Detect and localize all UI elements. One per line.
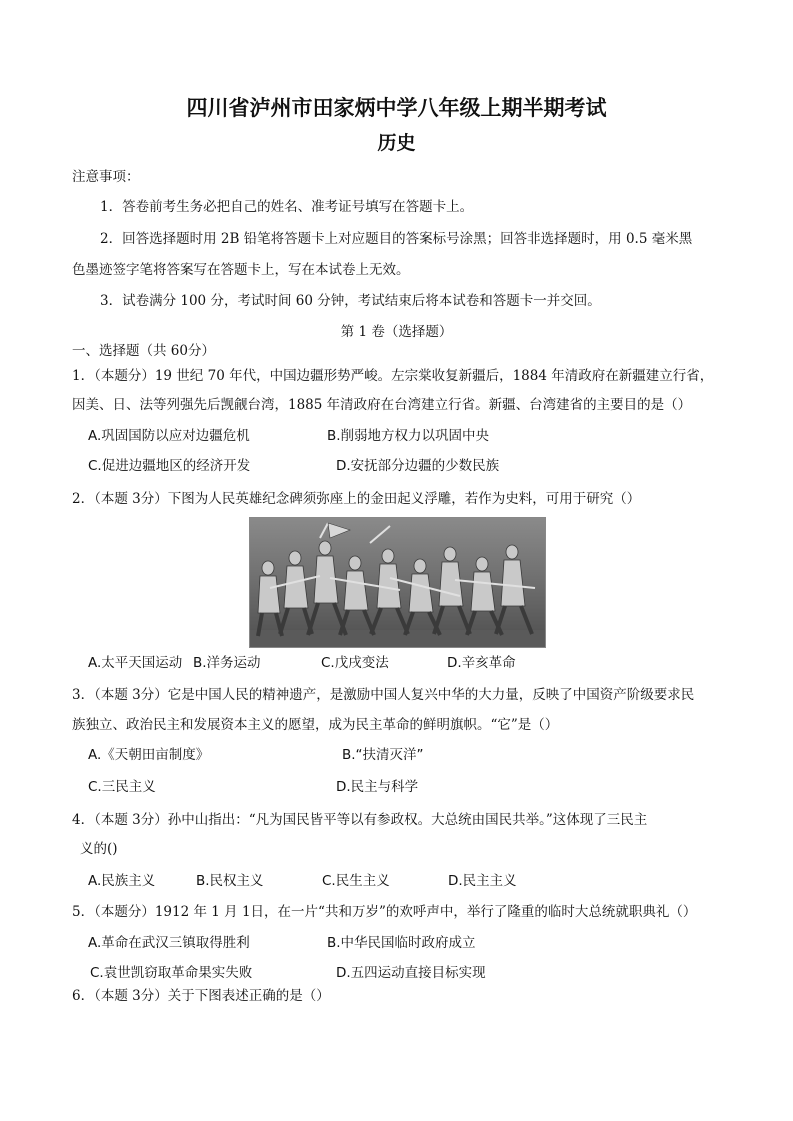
exam-subject: 历史 <box>377 132 416 154</box>
jintian-uprising-relief-image <box>249 517 546 648</box>
question-3-option-c: C.三民主义 <box>88 779 156 795</box>
question-4-option-b: B.民权主义 <box>196 873 264 889</box>
question-2-option-a: A.太平天国运动 <box>88 655 183 671</box>
notice-item-1: 1．答卷前考生务必把自己的姓名、准考证号填写在答题卡上。 <box>100 199 474 215</box>
section-title: 一、选择题（共 60分） <box>72 343 215 359</box>
question-2-option-b: B.洋务运动 <box>193 655 261 671</box>
question-4-option-d: D.民主主义 <box>448 873 517 889</box>
question-2-option-d: D.辛亥革命 <box>447 655 516 671</box>
volume-title: 第 1 卷（选择题） <box>340 324 453 340</box>
question-3-line-2: 族独立、政治民主和发展资本主义的愿望，成为民主革命的鲜明旗帜。“它”是（） <box>72 717 559 733</box>
question-4-option-c: C.民生主义 <box>322 873 390 889</box>
question-1-option-c: C.促进边疆地区的经济开发 <box>88 458 251 474</box>
notice-item-2-line-1: 2．回答选择题时用 2B 铅笔将答题卡上对应题目的答案标号涂黑；回答非选择题时，用 0.5 毫米黑 <box>100 231 693 247</box>
question-6-line-1: 6．（本题 3分）关于下图表述正确的是（） <box>72 988 330 1004</box>
question-1-line-1: 1．（本题分）19 世纪 70 年代，中国边疆形势严峻。左宗棠收复新疆后，1884 年清政府在新疆建立行省， <box>72 368 714 384</box>
question-5-option-d: D.五四运动直接目标实现 <box>336 965 486 981</box>
question-1-line-2: 因美、日、法等列强先后觊觎台湾，1885 年清政府在台湾建立行省。新疆、台湾建省的主要目的是（） <box>72 397 692 413</box>
question-4-option-a: A.民族主义 <box>88 873 156 889</box>
question-3-line-1: 3．（本题 3分）它是中国人民的精神遗产，是激励中国人复兴中华的大力量，反映了中国资产阶级要求民 <box>72 687 695 703</box>
question-2-option-c: C.戊戌变法 <box>321 655 389 671</box>
question-5-option-a: A.革命在武汉三镇取得胜利 <box>88 935 250 951</box>
question-4-line-2: 义的() <box>80 841 118 857</box>
question-3-option-a: A.《天朝田亩制度》 <box>88 747 210 763</box>
question-1-option-a: A.巩固国防以应对边疆危机 <box>88 428 250 444</box>
notice-item-3: 3．试卷满分 100 分，考试时间 60 分钟，考试结束后将本试卷和答题卡一并交回。 <box>100 293 601 309</box>
question-1-option-b: B.削弱地方权力以巩固中央 <box>327 428 490 444</box>
exam-title: 四川省泸州市田家炳中学八年级上期半期考试 <box>186 96 607 120</box>
question-3-option-b: B.“扶清灭洋” <box>342 747 424 763</box>
relief-figures-illustration <box>250 518 545 647</box>
question-4-line-1: 4．（本题 3分）孙中山指出：“凡为国民皆平等以有参政权。大总统由国民共举。”这体现了三民主 <box>72 812 648 828</box>
notice-item-2-line-2: 色墨迹签字笔将答案写在答题卡上，写在本试卷上无效。 <box>72 262 410 278</box>
notice-heading: 注意事项： <box>72 169 140 185</box>
question-5-option-b: B.中华民国临时政府成立 <box>327 935 476 951</box>
question-5-line-1: 5．（本题分）1912 年 1 月 1日，在一片“共和万岁”的欢呼声中，举行了隆重的临时大总统就职典礼（） <box>72 904 697 920</box>
question-5-option-c: C.袁世凯窃取革命果实失败 <box>90 965 253 981</box>
question-3-option-d: D.民主与科学 <box>336 779 419 795</box>
question-2-line-1: 2．（本题 3分）下图为人民英雄纪念碑须弥座上的金田起义浮雕，若作为史料，可用于研究（） <box>72 491 641 507</box>
question-1-option-d: D.安抚部分边疆的少数民族 <box>336 458 500 474</box>
